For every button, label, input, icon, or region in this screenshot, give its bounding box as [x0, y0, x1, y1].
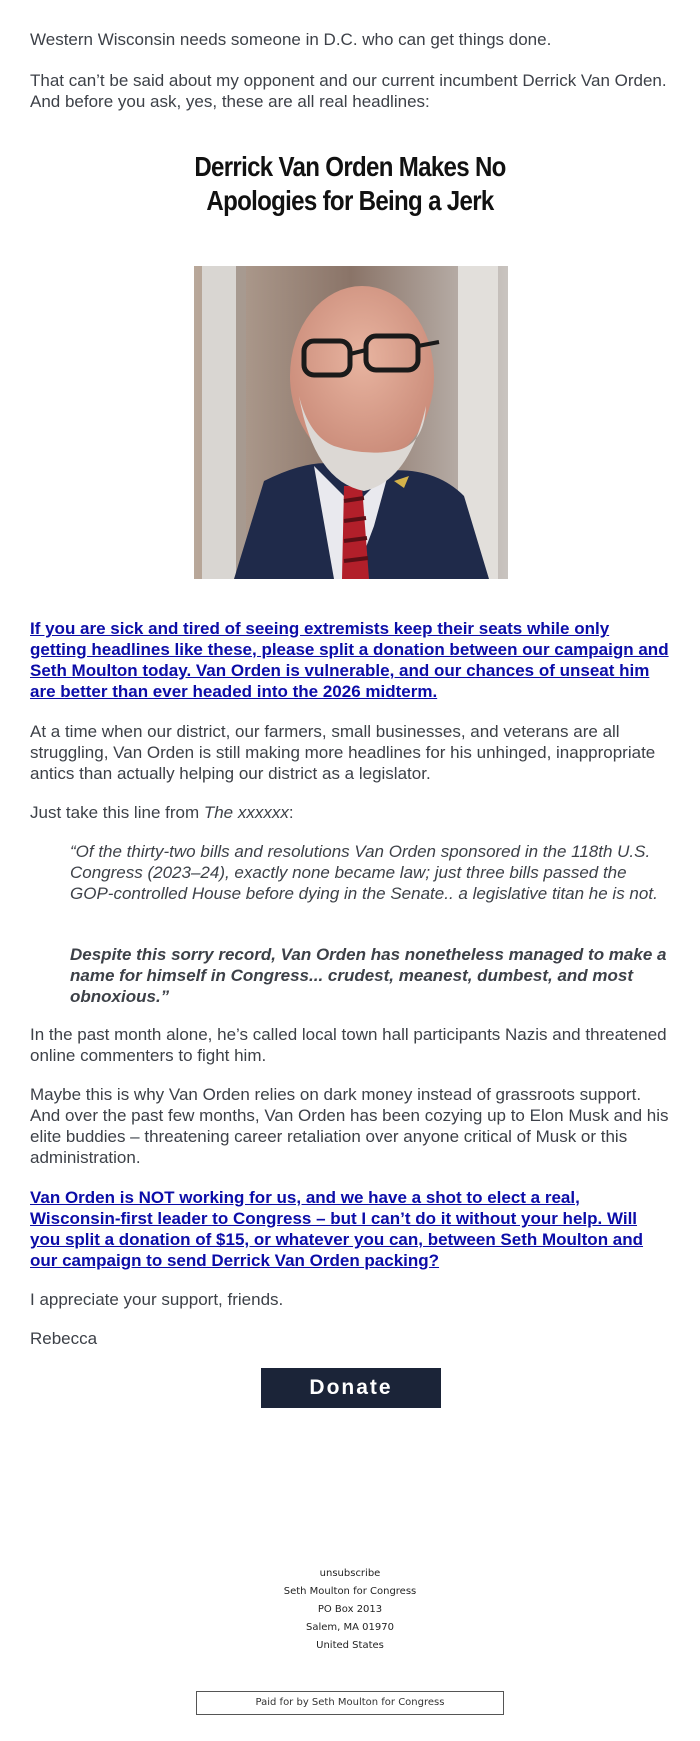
- donation-appeal-link-2[interactable]: Van Orden is NOT working for us, and we have a shot to elect a real, Wisconsin-first leader to Congress – but I can’t do it without your help. Will you split a donation of $15, or whatever you can, between Seth Moulton and our campaign to send Derrick Van Orden packing?: [30, 1188, 644, 1270]
- body-paragraph-town-hall: In the past month alone, he’s called local town hall participants Nazis and threatened online commenters to fight him.: [30, 1025, 667, 1065]
- body-paragraph-source: [30, 802, 670, 823]
- footer-address-1: PO Box 2013: [317, 1604, 383, 1615]
- footer: [200, 1565, 500, 1655]
- closing-line: I appreciate your support, friends.: [30, 1290, 284, 1309]
- body-paragraph-district: At a time when our district, our farmers, small businesses, and veterans are all struggling, Van Orden is still making more headlines for his unhinged, inappropriate antics than actually helping our district as a legislator.: [30, 722, 656, 783]
- intro-paragraph-2: That can’t be said about my opponent and our current incumbent Derrick Van Orden. And before you ask, yes, these are all real headlines:: [30, 71, 667, 111]
- footer-address-2: Salem, MA 01970: [306, 1622, 394, 1633]
- source-publication: The xxxxxx: [203, 803, 289, 822]
- paid-for-disclaimer: Paid for by Seth Moulton for Congress: [196, 1691, 504, 1715]
- quote-paragraph-1: “Of the thirty-two bills and resolutions Van Orden sponsored in the 118th U.S. Congress (2023–24), exactly none became law; just three bills passed the GOP-controlled House before dying in the Senate.. a legislative titan he is not.: [70, 842, 658, 903]
- donate-button[interactable]: Donate: [261, 1368, 441, 1408]
- portrait-illustration: [194, 266, 508, 579]
- body-paragraph-dark-money: Maybe this is why Van Orden relies on dark money instead of grassroots support. And over the past few months, Van Orden has been cozying up to Elon Musk and his elite buddies – threatening career retaliation over anyone critical of Musk or this administration.: [30, 1085, 669, 1167]
- intro-paragraph-1: Western Wisconsin needs someone in D.C. who can get things done.: [30, 30, 552, 49]
- footer-country: United States: [316, 1640, 384, 1651]
- headline-line-2: Apologies for Being a Jerk: [206, 185, 494, 216]
- source-prefix: Just take this line from: [30, 803, 204, 822]
- donation-appeal-link-1[interactable]: If you are sick and tired of seeing extremists keep their seats while only getting headlines like these, please split a donation between our campaign and Seth Moulton today. Van Orden is vulnerable, and our chances of unseat him are better than ever headed into the 2026 midterm.: [30, 619, 669, 701]
- source-suffix: :: [288, 803, 294, 822]
- headline-text: [135, 150, 565, 218]
- headline-line-1: Derrick Van Orden Makes No: [194, 151, 506, 182]
- signature: Rebecca: [30, 1329, 98, 1348]
- quote-paragraph-2: Despite this sorry record, Van Orden has nonetheless managed to make a name for himself in Congress... crudest, meanest, dumbest, and most obnoxious.”: [70, 945, 667, 1006]
- unsubscribe-link[interactable]: unsubscribe: [319, 1568, 381, 1579]
- portrait-photo: [194, 266, 508, 579]
- footer-org: Seth Moulton for Congress: [283, 1586, 417, 1597]
